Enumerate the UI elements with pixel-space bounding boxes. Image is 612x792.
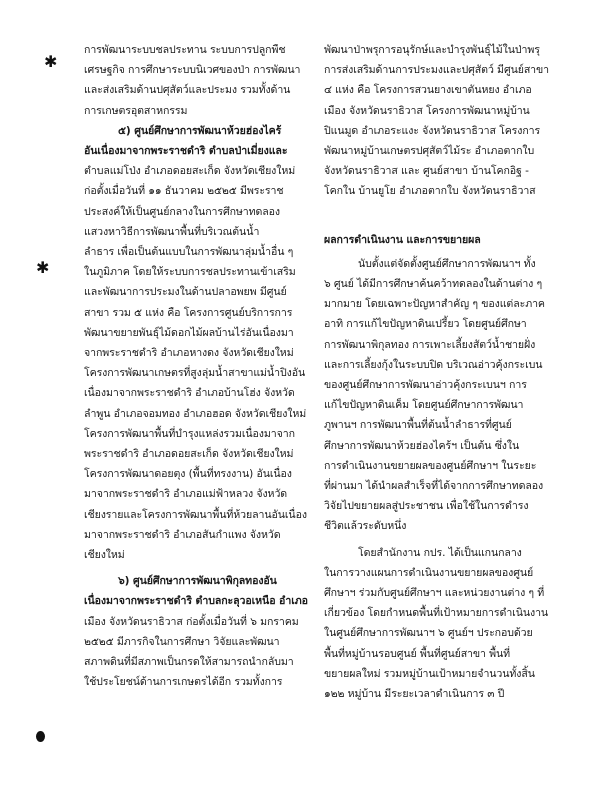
text-line: เชียงใหม่ [84, 549, 125, 562]
text-line: พัฒนาหมู่บ้านเกษตรปศุสัตว์ไม้ระ อำเภอตากใบ [324, 145, 535, 158]
section-6-heading: ๖) ศูนย์ศึกษาการพัฒนาพิกุลทองอัน [118, 575, 277, 588]
text-line: เกี่ยวข้อง โดยกำหนดพื้นที่เป้าหมายการดำเนินงาน [324, 607, 549, 620]
text-line: และการเลี้ยงกุ้งในระบบปิด บริเวณอ่าวคุ้งกระเบน [324, 358, 543, 371]
text-line: และพัฒนาการประมงในด้านปลาอพยพ มีศูนย์ [84, 286, 287, 299]
text-line: ชีวิตแล้วระดับหนึ่ง [324, 520, 407, 533]
text-line: ในศูนย์ศึกษาการพัฒนาฯ ๖ ศูนย์ฯ ประกอบด้วย [324, 627, 533, 640]
right-column [324, 40, 556, 704]
office-body [324, 543, 556, 705]
text-line: ก่อตั้งเมื่อวันที่ ๑๑ ธันวาคม ๒๕๒๕ มีพระราช [84, 185, 284, 198]
text-line: การส่งเสริมด้านการประมงและปศุสัตว์ มีศูนย์สาขา [324, 64, 550, 77]
section-6-body [84, 591, 316, 692]
text-line: สาขา รวม ๕ แห่ง คือ โครงการศูนย์บริการการ [84, 306, 293, 319]
results-heading: ผลการดำเนินงาน และการขยายผล [324, 233, 481, 246]
text-line: ภูพานฯ การพัฒนาพื้นที่ต้นน้ำลำธารที่ศูนย์ [324, 419, 512, 432]
text-line: วิจัยไปขยายผลสู่ประชาชน เพื่อใช้ในการดำรง [324, 500, 529, 513]
text-line: โคกใน บ้านยูโย อำเภอตากใบ จังหวัดนราธิวาส [324, 185, 536, 198]
text-line: อาทิ การแก้ไขปัญหาดินเปรี้ยว โดยศูนย์ศึกษา [324, 318, 527, 331]
text-line: เมือง จังหวัดนราธิวาส โครงการพัฒนาหมู่บ้าน [324, 104, 530, 117]
text-line: และส่งเสริมด้านปศุสัตว์และประมง รวมทั้งด้าน [84, 84, 291, 97]
text-line: การพัฒนาระบบชลประทาน ระบบการปลูกพืช [84, 44, 286, 56]
text-line: โครงการพัฒนาเกษตรที่สูงลุ่มน้ำสาขาแม่น้ำปิงอัน [84, 367, 306, 380]
text-line: ศึกษาการพัฒนาห้วยฮ่องไคร้ฯ เป็นต้น ซึ่งใน [324, 439, 520, 452]
left-intro [84, 40, 316, 121]
text-line: ที่ผ่านมา ได้นำผลสำเร็จที่ได้จากการศึกษาทดลอง [324, 480, 544, 493]
text-line: สภาพดินที่มีสภาพเป็นกรดให้สามารถนำกลับมา [84, 656, 294, 669]
text-line: ในการวางแผนการดำเนินงานขยายผลของศูนย์ [324, 566, 534, 579]
text-line: การดำเนินงานขยายผลของศูนย์ศึกษาฯ ในระยะ [324, 459, 537, 472]
text-line: อันเนื่องมาจากพระราชดำริ ตำบลป่าเมี่ยงและ [84, 145, 288, 158]
text-line: นับตั้งแต่จัดตั้งศูนย์ศึกษาการพัฒนาฯ ทั้ง [358, 257, 536, 270]
text-line: พระราชดำริ อำเภอดอยสะเก็ด จังหวัดเชียงใหม่ [84, 448, 294, 461]
results-body [324, 254, 556, 537]
text-line: พื้นที่หมู่บ้านรอบศูนย์ พื้นที่ศูนย์สาขา พื้นที่ [324, 647, 511, 660]
margin-mark-middle: ✱ [36, 258, 50, 277]
margin-punch-hole [36, 731, 45, 742]
text-line: แก้ไขปัญหาดินเค็ม โดยศูนย์ศึกษาการพัฒนา [324, 399, 524, 412]
text-line: การเกษตรอุตสาหกรรม [84, 104, 188, 117]
text-line: ในภูมิภาค โดยให้ระบบการชลประทานเข้าเสริม [84, 266, 296, 279]
text-line: ๑๒๒ หมู่บ้าน มีระยะเวลาดำเนินการ ๓ ปี [324, 688, 505, 701]
text-line: เนื่องมาจากพระราชดำริ อำเภอบ้านโฮ่ง จังหวัด [84, 387, 295, 400]
section-5-body [84, 141, 316, 565]
left-column [84, 40, 316, 693]
text-line: ๒๕๒๕ มีภารกิจในการศึกษา วิจัยและพัฒนา [84, 635, 280, 648]
text-line: ขยายผลใหม่ รวมหมู่บ้านเป้าหมายจำนวนทั้งสิ้น [324, 667, 535, 680]
text-line: เมือง จังหวัดนราธิวาส ก่อตั้งเมื่อวันที่ ๖ มกราคม [84, 615, 299, 628]
text-line: มากมาย โดยเฉพาะปัญหาสำคัญ ๆ ของแต่ละภาค [324, 298, 545, 311]
text-line: จากพระราชดำริ อำเภอหางดง จังหวัดเชียงใหม่ [84, 347, 294, 360]
text-line: ลำธาร เพื่อเป็นต้นแบบในการพัฒนาลุ่มน้ำอื่น ๆ [84, 246, 294, 259]
text-line: ประสงค์ให้เป็นศูนย์กลางในการศึกษาทดลอง [84, 205, 281, 218]
text-line: โครงการพัฒนาพื้นที่บำรุงแหล่งรวมเนื่องมาจาก [84, 427, 295, 440]
margin-mark-top: ✱ [44, 52, 58, 71]
text-line: ตำบลแม่โป่ง อำเภอดอยสะเก็ด จังหวัดเชียงใหม่ [84, 165, 296, 178]
text-line: จังหวัดนราธิวาส และ ศูนย์สาขา บ้านโคกอิฐ - [324, 165, 529, 178]
section-5-heading: ๕) ศูนย์ศึกษาการพัฒนาห้วยฮ่องไคร้ [118, 124, 282, 137]
text-line: มาจากพระราชดำริ อำเภอแม่ฟ้าหลวง จังหวัด [84, 488, 288, 501]
text-line: ลำพูน อำเภอจอมทอง อำเภอฮอด จังหวัดเชียงใหม่ [84, 407, 307, 420]
text-line: แสวงหาวิธีการพัฒนาพื้นที่บริเวณต้นน้ำ [84, 225, 260, 238]
text-line: การพัฒนาพิกุลทอง การเพาะเลี้ยงสัตว์น้ำชายฝั่ง [324, 338, 536, 351]
text-line: โดยสำนักงาน กปร. ได้เป็นแกนกลาง [358, 546, 522, 559]
text-line: มาจากพระราชดำริ อำเภอสันกำแพง จังหวัด [84, 528, 281, 541]
text-line: ศึกษาฯ ร่วมกับศูนย์ศึกษาฯ และหน่วยงานต่าง ๆ ที่ [324, 587, 545, 600]
text-line: พัฒนาขยายพันธุ์ไม้ดอกไม้ผลบ้านไร่อันเนื่องมา [84, 326, 294, 339]
text-line: เนื่องมาจากพระราชดำริ ตำบลกะลุวอเหนือ อำเภอ [84, 595, 308, 608]
text-line: ใช้ประโยชน์ด้านการเกษตรได้อีก รวมทั้งการ [84, 676, 283, 689]
text-line: ๔ แห่ง คือ โครงการสวนยางเขาตันหยง อำเภอ [324, 84, 532, 97]
text-line: ปิแนมูด อำเภอระแงะ จังหวัดนราธิวาส โครงการ [324, 124, 541, 137]
text-line: พัฒนาป่าพรุการอนุรักษ์และบำรุงพันธุ์ไม้ในป่าพรุ [324, 44, 540, 56]
text-line: ของศูนย์ศึกษาการพัฒนาอ่าวคุ้งกระเบนฯ การ [324, 379, 527, 392]
text-line: โครงการพัฒนาดอยตุง (พื้นที่ทรงงาน) อันเนื่อง [84, 468, 292, 481]
text-line: เศรษฐกิจ การศึกษาระบบนิเวศของป่า การพัฒนา [84, 64, 301, 77]
right-intro [324, 40, 556, 202]
text-line: ๖ ศูนย์ ได้มีการศึกษาค้นคว้าทดลองในด้านต่าง ๆ [324, 278, 543, 291]
text-line: เชียงรายและโครงการพัฒนาพื้นที่ห้วยลานอันเนื่อง [84, 508, 307, 521]
